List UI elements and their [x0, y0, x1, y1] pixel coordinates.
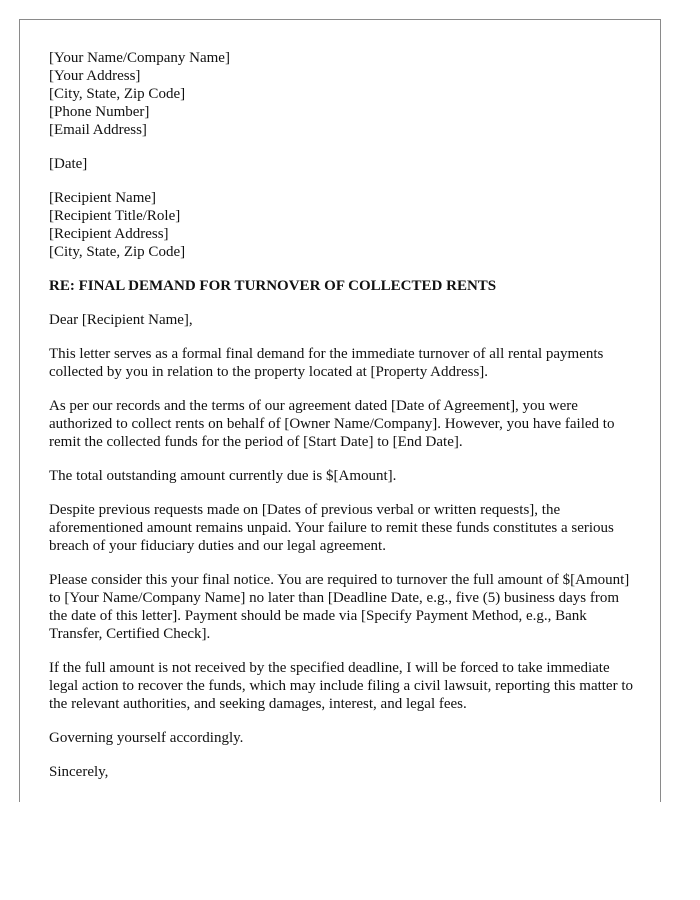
recipient-city-state-zip: [City, State, Zip Code]: [49, 244, 186, 260]
recipient-block: [49, 189, 639, 261]
body-paragraph-3: The total outstanding amount currently due is $[Amount].: [49, 468, 397, 484]
letter-content: [49, 49, 639, 797]
subject-line: RE: FINAL DEMAND FOR TURNOVER OF COLLECTED RENTS: [49, 278, 497, 294]
body-paragraph-2: As per our records and the terms of our agreement dated [Date of Agreement], you were authorized to collect rents on behalf of [Owner Name/Company]. However, you have failed to remit the collected funds for the period of [Start Date] to [End Date].: [49, 398, 615, 450]
closing: Sincerely,: [49, 764, 109, 780]
sender-name: [Your Name/Company Name]: [49, 50, 230, 66]
body-paragraph-7: Governing yourself accordingly.: [49, 730, 244, 746]
body-paragraph-1: This letter serves as a formal final demand for the immediate turnover of all rental payments collected by you in relation to the property located at [Property Address].: [49, 346, 604, 380]
salutation: Dear [Recipient Name],: [49, 312, 193, 328]
letter-date: [Date]: [49, 156, 88, 172]
sender-block: [49, 49, 639, 139]
recipient-name: [Recipient Name]: [49, 190, 157, 206]
body-paragraph-6: If the full amount is not received by the specified deadline, I will be forced to take immediate legal action to recover the funds, which may include filing a civil lawsuit, reporting this matter to the relevant authorities, and seeking damages, interest, and legal fees.: [49, 660, 634, 712]
body-paragraph-5: Please consider this your final notice. You are required to turnover the full amount of $[Amount] to [Your Name/Company Name] no later than [Deadline Date, e.g., five (5) business days from the date of this letter]. Payment should be made via [Specify Payment Method, e.g., Bank Transfer, Certified Check].: [49, 572, 630, 642]
sender-address: [Your Address]: [49, 68, 141, 84]
sender-phone: [Phone Number]: [49, 104, 150, 120]
sender-email: [Email Address]: [49, 122, 147, 138]
body-paragraph-4: Despite previous requests made on [Dates of previous verbal or written requests], the aforementioned amount remains unpaid. Your failure to remit these funds constitutes a serious breach of your fiduciary duties and our legal agreement.: [49, 502, 614, 554]
recipient-address: [Recipient Address]: [49, 226, 169, 242]
date-block: [49, 155, 639, 173]
recipient-title: [Recipient Title/Role]: [49, 208, 181, 224]
sender-city-state-zip: [City, State, Zip Code]: [49, 86, 186, 102]
letter-page: [19, 19, 661, 802]
